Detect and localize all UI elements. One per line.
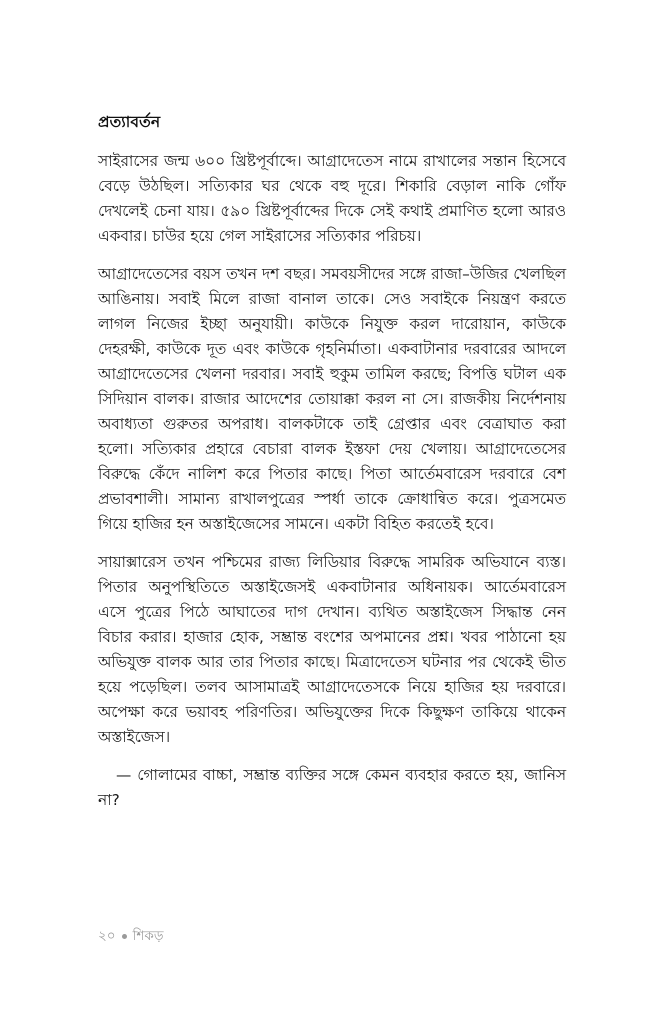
page-text-block <box>98 112 566 813</box>
chapter-title: প্রত্যাবর্তন <box>98 113 161 131</box>
footer-book-title: শিকড় <box>132 928 164 944</box>
footer-page-number: ২০ <box>98 928 116 944</box>
body-paragraph-1: সাইরাসের জন্ম ৬০০ খ্রিষ্টপূর্বাব্দে। আগ্রাদেতেস নামে রাখালের সন্তান হিসেবে বেড়ে উঠছিল। সত্যিকার ঘর থেকে বহু দূরে। শিকারি বেড়াল নাকি গোঁফ দেখলেই চেনা যায়। ৫৯০ খ্রিষ্টপূর্বাব্দের দিকে সেই কথাই প্রমাণিত হলো আরও একবার। চাউর হয়ে গেল সাইরাসের সত্যিকার পরিচয়। <box>98 151 566 245</box>
page-footer <box>98 928 164 944</box>
dialogue-paragraph: — গোলামের বাচ্চা, সম্ভ্রান্ত ব্যক্তির সঙ্গে কেমন ব্যবহার করতে হয়, জানিস না? <box>98 765 566 809</box>
body-paragraph-3: সায়াক্সারেস তখন পশ্চিমের রাজ্য লিডিয়ার বিরুদ্ধে সামরিক অভিযানে ব্যস্ত। পিতার অনুপস্থিতিতে অস্তাইজেসই একবাটানার অধিনায়ক। আর্তেমবারেস এসে পুত্রের পিঠে আঘাতের দাগ দেখান। ব্যথিত অস্তাইজেস সিদ্ধান্ত নেন বিচার করার। হাজার হোক, সম্ভ্রান্ত বংশের অপমানের প্রশ্ন। খবর পাঠানো হয় অভিযুক্ত বালক আর তার পিতার কাছে। মিত্রাদেতেস ঘটনার পর থেকেই ভীত হয়ে পড়েছিল। তলব আসামাত্রই আগ্রাদেতেসকে নিয়ে হাজির হয় দরবারে। অপেক্ষা করে ভয়াবহ পরিণতির। অভিযুক্তের দিকে কিছুক্ষণ তাকিয়ে থাকেন অস্তাইজেস। <box>98 552 566 746</box>
body-paragraph-2: আগ্রাদেতেসের বয়স তখন দশ বছর। সমবয়সীদের সঙ্গে রাজা–উজির খেলছিল আঙিনায়। সবাই মিলে রাজা বানাল তাকে। সেও সবাইকে নিয়ন্ত্রণ করতে লাগল নিজের ইচ্ছা অনুযায়ী। কাউকে নিযুক্ত করল দারোয়ান, কাউকে দেহরক্ষী, কাউকে দূত এবং কাউকে গৃহনির্মাতা। একবাটানার দরবারের আদলে আগ্রাদেতেসের খেলনা দরবার। সবাই হুকুম তামিল করছে; বিপত্তি ঘটাল এক সিদিয়ান বালক। রাজার আদেশের তোয়াক্কা করল না সে। রাজকীয় নির্দেশনায় অবাধ্যতা গুরুতর অপরাধ। বালকটাকে তাই গ্রেপ্তার এবং বেত্রাঘাত করা হলো। সত্যিকার প্রহারে বেচারা বালক ইস্তফা দেয় খেলায়। আগ্রাদেতেসের বিরুদ্ধে কেঁদে নালিশ করে পিতার কাছে। পিতা আর্তেমবারেস দরবারে বেশ প্রভাবশালী। সামান্য রাখালপুত্রের স্পর্ধা তাকে ক্রোধান্বিত করে। পুত্রসমেত গিয়ে হাজির হন অস্তাইজেসের সামনে। একটা বিহিত করতেই হবে। <box>98 264 566 533</box>
bullet-dot-icon <box>122 934 127 939</box>
